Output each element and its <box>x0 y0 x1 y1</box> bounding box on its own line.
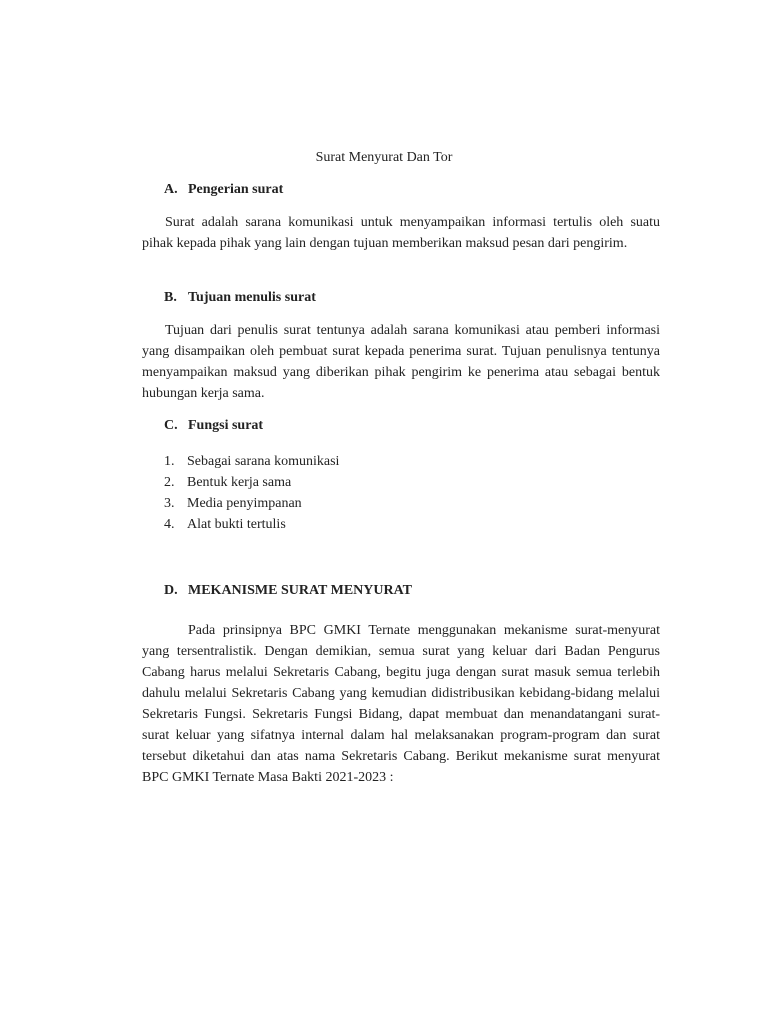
section-c-title: Fungsi surat <box>188 418 264 433</box>
list-item-number: 3. <box>164 496 175 511</box>
section-a-letter: A. <box>164 182 178 197</box>
list-item-text: Alat bukti tertulis <box>187 517 286 532</box>
section-a-title: Pengerian surat <box>188 182 284 197</box>
section-c-heading <box>164 416 263 436</box>
list-item-text: Bentuk kerja sama <box>187 475 292 490</box>
section-d-letter: D. <box>164 583 178 598</box>
list-item <box>164 472 339 493</box>
section-d-heading <box>164 581 412 601</box>
section-b-paragraph: Tujuan dari penulis surat tentunya adalah sarana komunikasi atau pemberi informasi yang disampaikan oleh pembuat surat kepada penerima surat. Tujuan penulisnya tentunya menyampaikan maksud yang diberikan pihak pengirim ke penerima atau sebagai bentuk hubungan kerja sama. <box>142 323 660 401</box>
list-item <box>164 493 339 514</box>
list-item-number: 4. <box>164 517 175 532</box>
fungsi-surat-list <box>164 451 339 535</box>
section-d-title: MEKANISME SURAT MENYURAT <box>188 583 413 598</box>
list-item <box>164 451 339 472</box>
list-item-text: Media penyimpanan <box>187 496 302 511</box>
list-item <box>164 514 339 535</box>
section-b-title: Tujuan menulis surat <box>188 290 316 305</box>
list-item-text: Sebagai sarana komunikasi <box>187 454 340 469</box>
section-c-letter: C. <box>164 418 178 433</box>
document-title: Surat Menyurat Dan Tor <box>315 150 453 165</box>
section-a-paragraph: Surat adalah sarana komunikasi untuk menyampaikan informasi tertulis oleh suatu pihak kepada pihak yang lain dengan tujuan memberikan maksud pesan dari pengirim. <box>142 215 660 251</box>
section-d-paragraph: Pada prinsipnya BPC GMKI Ternate menggunakan mekanisme surat-menyurat yang tersentralistik. Dengan demikian, semua surat yang keluar dari Badan Pengurus Cabang harus melalui Sekretaris Cabang, begitu juga dengan surat masuk semua terlebih dahulu melalui Sekretaris Cabang yang kemudian didistribusikan kebidang-bidang melalui Sekretaris Fungsi. Sekretaris Fungsi Bidang, dapat membuat dan menandatangani surat-surat keluar yang sifatnya internal dalam hal melaksanakan program-program dan surat tersebut diketahui dan atas nama Sekretaris Cabang. Berikut mekanisme surat menyurat BPC GMKI Ternate Masa Bakti 2021-2023 : <box>142 623 660 785</box>
section-a-heading <box>164 180 283 200</box>
list-item-number: 1. <box>164 454 175 469</box>
list-item-number: 2. <box>164 475 175 490</box>
section-b-heading <box>164 288 316 308</box>
section-b-letter: B. <box>164 290 177 305</box>
